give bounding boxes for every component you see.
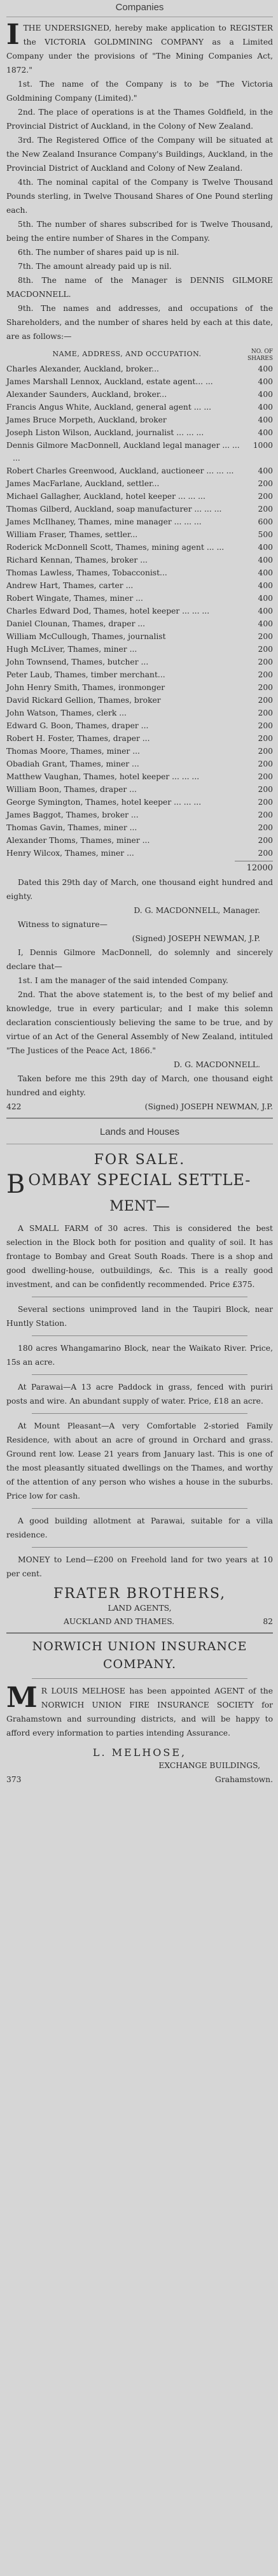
melhose-town: Grahamstown. (215, 1775, 273, 1784)
shareholder-shares: 200 (258, 505, 273, 514)
shareholder-row (6, 503, 273, 515)
shareholder-row (6, 464, 273, 477)
bombay-title (6, 1170, 273, 1198)
shareholder-row (6, 630, 273, 643)
clause: 8th. The name of the Manager is DENNIS GILMORE MACDONNELL. (6, 276, 273, 299)
norwich-text: R LOUIS MELHOSE has been appointed AGENT of the NORWICH UNION FIRE INSURANCE SOCIETY for Grahamstown and surrounding districts, and will be happy to afford every information to parties intending Assurance. (6, 1687, 273, 1738)
shareholder-row (6, 401, 273, 414)
shareholder-shares: 200 (258, 683, 273, 692)
shareholder-shares: 400 (258, 403, 273, 412)
shareholder-row (6, 809, 273, 821)
shareholder-name: John Watson, Thames, clerk ... (6, 709, 127, 717)
shareholder-shares: 400 (258, 607, 273, 615)
shareholder-shares: 400 (258, 556, 273, 565)
shareholder-row (6, 592, 273, 605)
shareholder-row (6, 617, 273, 630)
registration-intro (6, 18, 273, 77)
norwich-notice (6, 1681, 273, 1740)
shareholder-row (6, 668, 273, 681)
shareholder-row (6, 579, 273, 592)
shareholder-shares: 200 (258, 810, 273, 819)
divider (32, 1413, 247, 1414)
clause: 7th. The amount already paid up is nil. (18, 262, 172, 271)
witness-signature: (Signed) JOSEPH NEWMAN, J.P. (132, 934, 260, 943)
shareholder-row (6, 745, 273, 758)
frater-number: 82 (263, 1617, 273, 1626)
shareholder-row (6, 834, 273, 847)
shareholder-name: William Fraser, Thames, settler... (6, 530, 138, 539)
shareholder-shares: 400 (258, 619, 273, 628)
shareholder-shares: 400 (258, 428, 273, 437)
shareholder-shares: 200 (258, 849, 273, 858)
divider (32, 1508, 247, 1509)
for-sale-title: FOR SALE. (94, 1152, 186, 1168)
money-to-lend: MONEY to Lend—£200 on Freehold land for two years at 10 per cent. (6, 1555, 273, 1578)
bombay-title-line2: MENT— (109, 1198, 170, 1214)
shareholder-shares: 200 (258, 759, 273, 768)
shareholder-row (6, 515, 273, 528)
shareholder-shares: 200 (258, 645, 273, 654)
parawai-listing: At Parawai—A 13 acre Paddock in grass, fenced with puriri posts and wire. An abundant supply of water. Price, £18 an acre. (6, 1383, 273, 1406)
shareholder-name: Charles Edward Dod, Thames, hotel keeper ... ... ... (6, 607, 210, 615)
shareholder-shares: 500 (258, 530, 273, 539)
bombay-dropcap: B (6, 1170, 26, 1199)
shareholders-table-header (6, 349, 273, 363)
shareholder-name: Edward G. Boon, Thames, draper ... (6, 721, 149, 730)
shareholder-row (6, 847, 273, 860)
shareholder-row (6, 821, 273, 834)
norwich-union-title: NORWICH UNION INSURANCE COMPANY. (32, 1639, 247, 1671)
shareholder-name: Thomas Moore, Thames, miner ... (6, 747, 140, 756)
shareholder-shares: 200 (258, 709, 273, 717)
shareholder-shares: 200 (258, 696, 273, 705)
divider-full (6, 1632, 273, 1634)
shareholder-row (6, 783, 273, 796)
shareholder-row (6, 796, 273, 809)
shareholder-name: Michael Gallagher, Auckland, hotel keeper ... ... ... (6, 492, 205, 501)
shareholder-name: David Rickard Gellion, Thames, broker (6, 696, 161, 705)
shareholder-shares: 200 (258, 670, 273, 679)
shareholder-name: John Henry Smith, Thames, ironmonger (6, 683, 165, 692)
shareholder-name: Thomas Gavin, Thames, miner ... (6, 823, 137, 832)
shareholder-name: James Baggot, Thames, broker ... (6, 810, 139, 819)
clause: 3rd. The Registered Office of the Company will be situated at the New Zealand Insurance Company's Buildings, Auckland, in the Provincial District of Auckland and Colony of New Zealand. (6, 136, 273, 173)
shareholder-name: James MacFarlane, Auckland, settler... (6, 479, 160, 488)
shareholder-name: John Townsend, Thames, butcher ... (6, 658, 149, 666)
shareholder-row (6, 414, 273, 426)
shareholder-shares: 400 (258, 390, 273, 399)
bombay-title-text: OMBAY SPECIAL SETTLE- (28, 1171, 251, 1189)
shareholder-name: Thomas Gilberd, Auckland, soap manufacturer ... ... ... (6, 505, 222, 514)
shareholder-shares: 400 (258, 364, 273, 373)
whangamarino-listing: 180 acres Whangamarino Block, near the Waikato River. Price, 15s an acre. (6, 1344, 273, 1367)
col-name-header: NAME, ADDRESS, AND OCCUPATION. (52, 350, 202, 358)
dated-line: Dated this 29th day of March, one thousand eight hundred and eighty. (6, 878, 273, 901)
shareholder-name: Joseph Liston Wilson, Auckland, journalist ... ... ... (6, 428, 204, 437)
shareholder-row (6, 528, 273, 541)
melhose-footer (6, 1773, 273, 1787)
shareholder-name: James Bruce Morpeth, Auckland, broker (6, 415, 167, 424)
shareholder-shares: 200 (258, 798, 273, 807)
shareholder-row (6, 566, 273, 579)
shareholder-row (6, 477, 273, 490)
shareholder-shares: 400 (258, 594, 273, 603)
section-heading-companies: Companies (6, 0, 273, 17)
frater-footer (6, 1615, 273, 1629)
clause: 9th. The names and addresses, and occupations of the Shareholders, and the number of shares held by each at this date, are as follows:— (6, 304, 273, 341)
shareholder-row (6, 541, 273, 554)
shareholder-name: Daniel Clounan, Thames, draper ... (6, 619, 146, 628)
shareholder-shares: 200 (258, 721, 273, 730)
shareholder-name: George Symington, Thames, hotel keeper ... ... ... (6, 798, 202, 807)
shareholder-name: William Boon, Thames, draper ... (6, 785, 137, 794)
declaration-signature: D. G. MACDONNELL. (174, 1060, 260, 1069)
shareholder-row (6, 681, 273, 694)
melhose-address: EXCHANGE BUILDINGS, (158, 1761, 260, 1770)
shareholder-shares: 200 (258, 632, 273, 641)
shareholder-name: Dennis Gilmore MacDonnell, Auckland legal manager ... ... ... (6, 441, 240, 463)
clause: 4th. The nominal capital of the Company is Twelve Thousand Pounds sterling, in Twelve Thousand Shares of One Pound sterling each. (6, 178, 273, 215)
shareholder-row (6, 694, 273, 707)
total-shares: 12000 (235, 861, 273, 875)
taken-before: Taken before me this 29th day of March, one thousand eight hundred and eighty. (6, 1074, 273, 1097)
shareholder-name: Matthew Vaughan, Thames, hotel keeper ... ... ... (6, 772, 200, 781)
shareholder-name: James Marshall Lennox, Auckland, estate agent... ... (6, 377, 213, 386)
shareholder-name: Andrew Hart, Thames, carter ... (6, 581, 134, 590)
melhose-number: 373 (6, 1775, 22, 1784)
shareholder-shares: 200 (258, 479, 273, 488)
section-heading-lands: Lands and Houses (6, 1118, 273, 1144)
shareholder-name: Alexander Thoms, Thames, miner ... (6, 836, 150, 845)
manager-signature: D. G. MACDONNELL, Manager. (134, 906, 260, 915)
shareholder-row (6, 656, 273, 668)
dropcap-letter: I (6, 18, 20, 51)
shareholder-row (6, 770, 273, 783)
shareholder-shares: 200 (258, 492, 273, 501)
shareholder-name: Robert H. Foster, Thames, draper ... (6, 734, 150, 743)
shareholder-row (6, 732, 273, 745)
intro-text: THE UNDERSIGNED, hereby make application to REGISTER the VICTORIA GOLDMINING COMPANY as a Limited Company under the provisions of "The Mining Companies Act, 1872." (6, 24, 273, 75)
shareholder-row (6, 719, 273, 732)
footer-signature: (Signed) JOSEPH NEWMAN, J.P. (144, 1102, 273, 1111)
shareholder-shares: 400 (258, 415, 273, 424)
witness-label: Witness to signature— (18, 920, 108, 929)
shareholder-row (6, 375, 273, 388)
shareholder-shares: 200 (258, 823, 273, 832)
shareholder-row (6, 439, 273, 464)
shareholder-name: Robert Wingate, Thames, miner ... (6, 594, 143, 603)
norwich-dropcap: M (6, 1681, 38, 1714)
shareholder-name: Robert Charles Greenwood, Auckland, auctioneer ... ... ... (6, 466, 234, 475)
shareholder-shares: 200 (258, 658, 273, 666)
shareholder-name: James McIlhaney, Thames, mine manager ... ... ... (6, 517, 202, 526)
frater-role: LAND AGENTS, (108, 1604, 172, 1613)
shareholder-shares: 400 (258, 568, 273, 577)
allotment-listing: A good building allotment at Parawai, suitable for a villa residence. (6, 1516, 273, 1539)
clause: 6th. The number of shares paid up is nil. (18, 248, 179, 257)
col-shares-header: NO. OF SHARES (247, 349, 274, 362)
shareholder-shares: 200 (258, 734, 273, 743)
shareholder-shares: 200 (258, 772, 273, 781)
declaration-1: 1st. I am the manager of the said intended Company. (18, 976, 228, 985)
farm-listing: A SMALL FARM of 30 acres. This is considered the best selection in the Block both for position and quality of soil. It has frontage to Bombay and Great South Roads. There is a shop and good dwelling-house, outbuildings, &c. This is a really good investment, and can be confidently recommended. Price £375. (6, 1224, 273, 1289)
shareholder-name: Charles Alexander, Auckland, broker... (6, 364, 159, 373)
shareholder-shares: 600 (258, 517, 273, 526)
shareholder-row (6, 388, 273, 401)
shareholder-name: Roderick McDonnell Scott, Thames, mining agent ... ... (6, 543, 225, 552)
shareholder-row (6, 707, 273, 719)
shareholder-row (6, 758, 273, 770)
shareholder-shares: 200 (258, 836, 273, 845)
shareholder-name: Peter Laub, Thames, timber merchant... (6, 670, 165, 679)
shareholders-table (6, 363, 273, 860)
divider (32, 1547, 247, 1548)
divider (32, 1678, 247, 1679)
shareholder-name: Hugh McLiver, Thames, miner ... (6, 645, 137, 654)
shareholder-shares: 400 (258, 466, 273, 475)
shareholder-name: Henry Wilcox, Thames, miner ... (6, 849, 134, 858)
clause: 1st. The name of the Company is to be "The Victoria Goldmining Company (Limited)." (6, 80, 273, 103)
shareholder-shares: 400 (258, 377, 273, 386)
sections-listing: Several sections unimproved land in the Taupiri Block, near Huntly Station. (6, 1305, 273, 1328)
declaration-2: 2nd. That the above statement is, to the best of my belief and knowledge, true in every particular; and I make this solemn declaration conscientiously believing the same to be true, and by virtue of an Act of the General Assembly of New Zealand, intituled "The Justices of the Peace Act, 1866." (6, 990, 273, 1055)
clause: 2nd. The place of operations is at the Thames Goldfield, in the Provincial District of Auckland, in the Colony of New Zealand. (6, 108, 273, 131)
shareholder-shares: 400 (258, 581, 273, 590)
ad-number: 422 (6, 1102, 22, 1111)
declaration-intro: I, Dennis Gilmore MacDonnell, do solemnly and sincerely declare that— (6, 948, 273, 971)
shareholder-name: Alexander Saunders, Auckland, broker... (6, 390, 167, 399)
shareholder-row (6, 363, 273, 375)
shareholder-name: Obadiah Grant, Thames, miner ... (6, 759, 139, 768)
shareholder-row (6, 490, 273, 503)
shareholder-name: Francis Angus White, Auckland, general agent ... ... (6, 403, 212, 412)
shareholder-shares: 200 (258, 747, 273, 756)
shareholder-row (6, 643, 273, 656)
frater-brothers-name: FRATER BROTHERS, (53, 1586, 226, 1602)
divider (32, 1374, 247, 1375)
mount-pleasant-listing: At Mount Pleasant—A very Comfortable 2-storied Family Residence, with about an acre of ground in Orchard and grass. Ground rent low. Lease 21 years from January last. This is one of the most pleasantly situated dwellings on the Thames, and worthy of the attention of any person who wishes a house in the suburbs. Price low for cash. (6, 1421, 273, 1500)
shareholder-name: Richard Kennan, Thames, broker ... (6, 556, 148, 565)
clause: 5th. The number of shares subscribed for is Twelve Thousand, being the entire number of Shares in the Company. (6, 220, 273, 243)
shareholder-shares: 1000 (253, 441, 273, 450)
melhose-name: L. MELHOSE, (92, 1746, 187, 1759)
shareholder-name: William McCullough, Thames, journalist (6, 632, 166, 641)
shareholder-shares: 200 (258, 785, 273, 794)
shareholder-row (6, 605, 273, 617)
ad-footer (6, 1100, 273, 1114)
clauses-list (6, 77, 273, 343)
divider (32, 1335, 247, 1336)
shareholder-row (6, 426, 273, 439)
shareholder-name: Thomas Lawless, Thames, Tobacconist... (6, 568, 167, 577)
frater-place: AUCKLAND AND THAMES. (64, 1617, 175, 1626)
shareholder-row (6, 554, 273, 566)
shareholder-shares: 400 (258, 543, 273, 552)
